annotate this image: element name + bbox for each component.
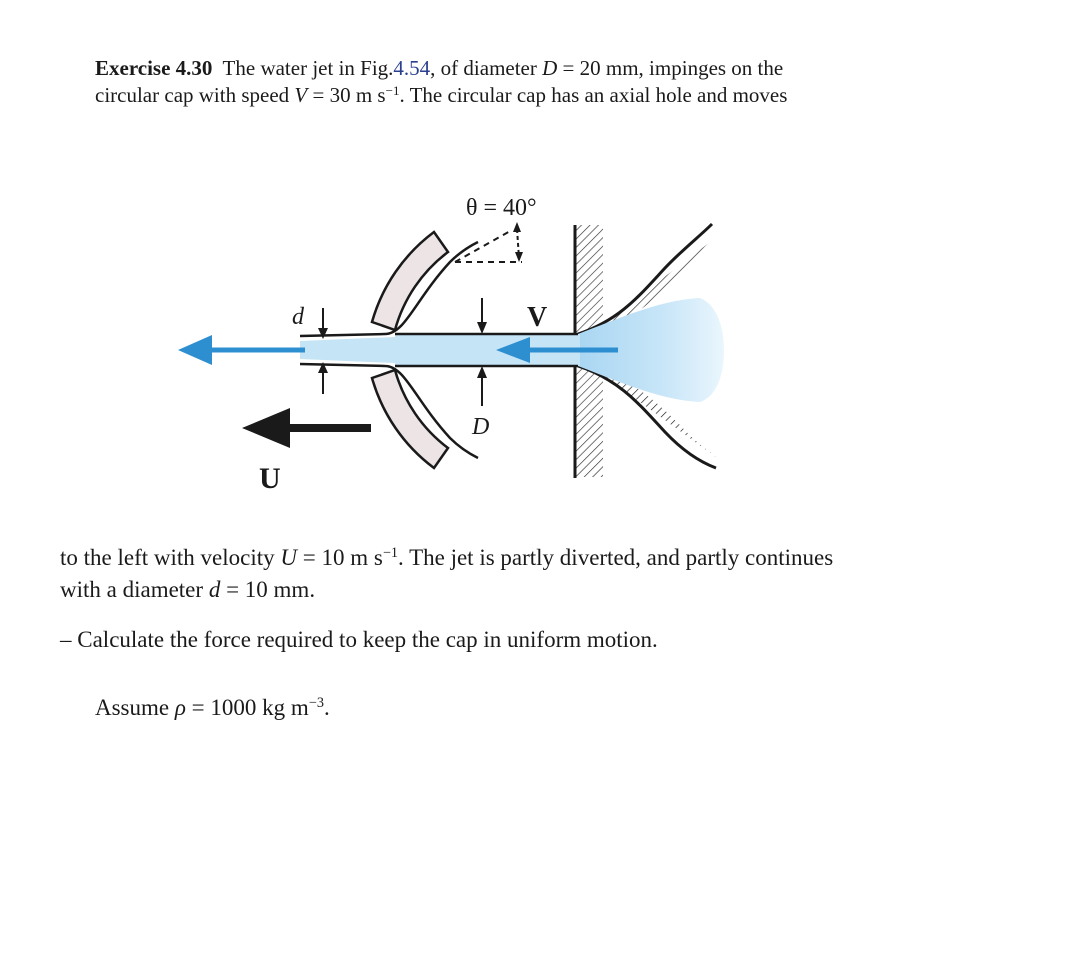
- label-V: V: [527, 302, 548, 333]
- assumption-line: [95, 695, 330, 721]
- body-text: . The jet is partly diverted, and partly continues: [397, 545, 834, 570]
- symbol-V: V: [294, 83, 308, 107]
- body-text: = 10 mm.: [226, 577, 316, 602]
- exercise-title: Exercise 4.30: [95, 56, 213, 80]
- body-text: with a diameter: [60, 577, 204, 602]
- exponent: −1: [385, 82, 400, 98]
- intro-text: circular cap with speed: [95, 83, 290, 107]
- label-U: U: [259, 462, 281, 495]
- symbol-U: U: [280, 545, 297, 570]
- task-line: – Calculate the force required to keep the cap in uniform motion.: [60, 627, 658, 652]
- exponent: −3: [308, 695, 324, 712]
- label-d: d: [292, 304, 304, 330]
- velocity-U-arrow: [242, 408, 371, 448]
- body-text: = 1000 kg m: [191, 695, 309, 720]
- intro-text: . The circular cap has an axial hole and moves: [399, 83, 788, 107]
- theta-label: θ = 40°: [466, 195, 537, 221]
- angle-indicator: [455, 222, 523, 262]
- symbol-d: d: [208, 577, 221, 602]
- figure-reference-link[interactable]: 4.54: [393, 56, 431, 80]
- body-text: Assume: [95, 695, 170, 720]
- symbol-D: D: [542, 56, 558, 80]
- body-text: .: [323, 695, 330, 720]
- label-D: D: [472, 414, 490, 440]
- body-text: = 10 m s: [302, 545, 383, 570]
- exponent: −1: [382, 545, 398, 562]
- intro-text: , of diameter: [430, 56, 537, 80]
- body-line-2: [60, 577, 315, 603]
- intro-text: = 30 m s: [312, 83, 386, 107]
- body-text: to the left with velocity: [60, 545, 275, 570]
- symbol-rho: ρ: [174, 695, 186, 720]
- body-line-1: [60, 545, 833, 571]
- intro-text: The water jet in Fig.: [222, 56, 394, 80]
- intro-text: = 20 mm, impinges on the: [562, 56, 784, 80]
- exit-jet-arrow: [178, 335, 305, 365]
